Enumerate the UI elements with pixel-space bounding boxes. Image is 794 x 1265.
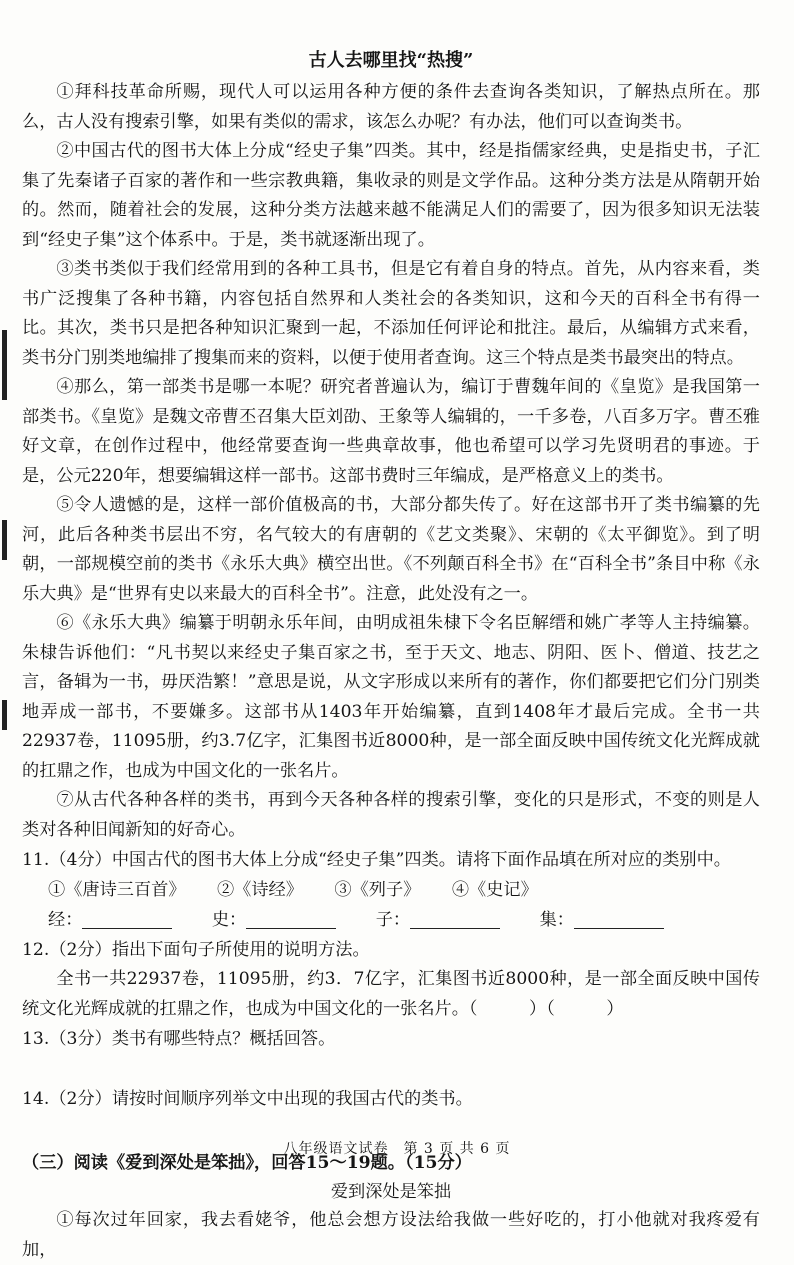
- article-paragraph-2: ②中国古代的图书大体上分成“经史子集”四类。其中，经是指儒家经典，史是指史书，子汇集了先秦诸子百家的著作和一些宗教典籍，集收录的则是文学作品。这种分类方法是从隋朝开始的。然而，随着社会的发展，这种分类方法越来越不能满足人们的需要了，因为很多知识无法装到“经史子集”这个体系中。于是，类书就逐渐出现了。: [22, 141, 760, 250]
- article-paragraph-6: ⑥《永乐大典》编纂于明朝永乐年间，由明成祖朱棣下令名臣解缙和姚广孝等人主持编纂。朱棣告诉他们：“凡书契以来经史子集百家之书，至于天文、地志、阴阳、医卜、僧道、技艺之言，备辑为一书，毋厌浩繁！”意思是说，从文字形成以来所有的著作，你们都要把它们分门别类地弄成一部书，不要嫌多。这部书从1403年开始编纂，直到1408年才最后完成。全书一共22937卷，11095册，约3.7亿字，汇集图书近8000种，是一部全面反映中国传统文化光辉成就的扛鼎之作，也成为中国文化的一张名片。: [22, 613, 760, 781]
- option-4: ④《史记》: [451, 880, 538, 900]
- question-11-stem: 11.（4分）中国古代的图书大体上分成“经史子集”四类。请将下面作品填在所对应的类别中。: [22, 850, 731, 870]
- article-paragraph-4: ④那么，第一部类书是哪一本呢？研究者普遍认为，编订于曹魏年间的《皇览》是我国第一部类书。《皇览》是魏文帝曹丕召集大臣刘劭、王象等人编辑的，一千多卷，八百多万字。曹丕雅好文章，在创作过程中，他经常要查询一些典章故事，他也希望可以学习先贤明君的事迹。于是，公元220年，想要编辑这样一部书。这部书费时三年编成，是严格意义上的类书。: [22, 377, 760, 486]
- answer-blank-ji[interactable]: [574, 910, 664, 929]
- question-12-quote: 全书一共22937卷，11095册，约3．7亿字，汇集图书近8000种，是一部全面反映中国传统文化光辉成就的扛鼎之作，也成为中国文化的一张名片。（ ）（ ）: [22, 969, 760, 1019]
- section-3-paragraph-1: ①每次过年回家，我去看姥爷，他总会想方设法给我做一些好吃的，打小他就对我疼爱有加，: [22, 1210, 760, 1260]
- answer-blank-zi[interactable]: [410, 910, 500, 929]
- section-3-heading: （三）阅读《爱到深处是笨拙》，回答15～19题。（15分）: [22, 1153, 472, 1173]
- question-14-stem: 14.（2分）请按时间顺序列举文中出现的我国古代的类书。: [22, 1089, 473, 1109]
- blank-label-ji: 集：: [539, 910, 574, 930]
- blank-label-zi: 子：: [375, 910, 411, 930]
- question-13-stem: 13.（3分）类书有哪些特点？概括回答。: [22, 1029, 336, 1049]
- blank-label-jing: 经：: [48, 910, 83, 930]
- scan-edge-mark: [2, 700, 7, 730]
- article-title: 古人去哪里找“热搜”: [308, 50, 474, 71]
- question-12-stem: 12.（2分）指出下面句子所使用的说明方法。: [22, 940, 370, 960]
- answer-space-13[interactable]: [22, 1054, 760, 1084]
- answer-blank-shi[interactable]: [246, 910, 336, 929]
- blank-label-shi: 史：: [211, 910, 247, 930]
- question-11-blanks: [22, 905, 760, 935]
- option-1: ①《唐诗三百首》: [48, 880, 186, 900]
- option-3: ③《列子》: [334, 880, 421, 900]
- article-paragraph-5: ⑤令人遗憾的是，这样一部价值极高的书，大部分都失传了。好在这部书开了类书编纂的先河，此后各种类书层出不穷，名气较大的有唐朝的《艺文类聚》、宋朝的《太平御览》。到了明朝，一部规模空前的类书《永乐大典》横空出世。《不列颠百科全书》在“百科全书”条目中称《永乐大典》是“世界有史以来最大的百科全书”。注意，此处没有之一。: [22, 495, 760, 604]
- scan-edge-mark: [2, 520, 7, 560]
- article-paragraph-7: ⑦从古代各种各样的类书，再到今天各种各样的搜索引擎，变化的只是形式，不变的则是人类对各种旧闻新知的好奇心。: [22, 790, 760, 840]
- page-footer: 八年级语文试卷 第 3 页 共 6 页: [283, 1141, 511, 1157]
- question-11-options: [22, 875, 760, 905]
- section-3-title: 爱到深处是笨拙: [330, 1182, 452, 1202]
- scan-edge-mark: [2, 330, 7, 400]
- answer-blank-jing[interactable]: [82, 910, 172, 929]
- option-2: ②《诗经》: [216, 880, 303, 900]
- article-paragraph-1: ①拜科技革命所赐，现代人可以运用各种方便的条件去查询各类知识，了解热点所在。那么，古人没有搜索引擎，如果有类似的需求，该怎么办呢？有办法，他们可以查询类书。: [22, 82, 760, 132]
- article-paragraph-3: ③类书类似于我们经常用到的各种工具书，但是它有着自身的特点。首先，从内容来看，类书广泛搜集了各种书籍，内容包括自然界和人类社会的各类知识，这和今天的百科全书有得一比。其次，类书只是把各种知识汇聚到一起，不添加任何评论和批注。最后，从编辑方式来看，类书分门别类地编排了搜集而来的资料，以便于使用者查询。这三个特点是类书最突出的特点。: [22, 259, 760, 368]
